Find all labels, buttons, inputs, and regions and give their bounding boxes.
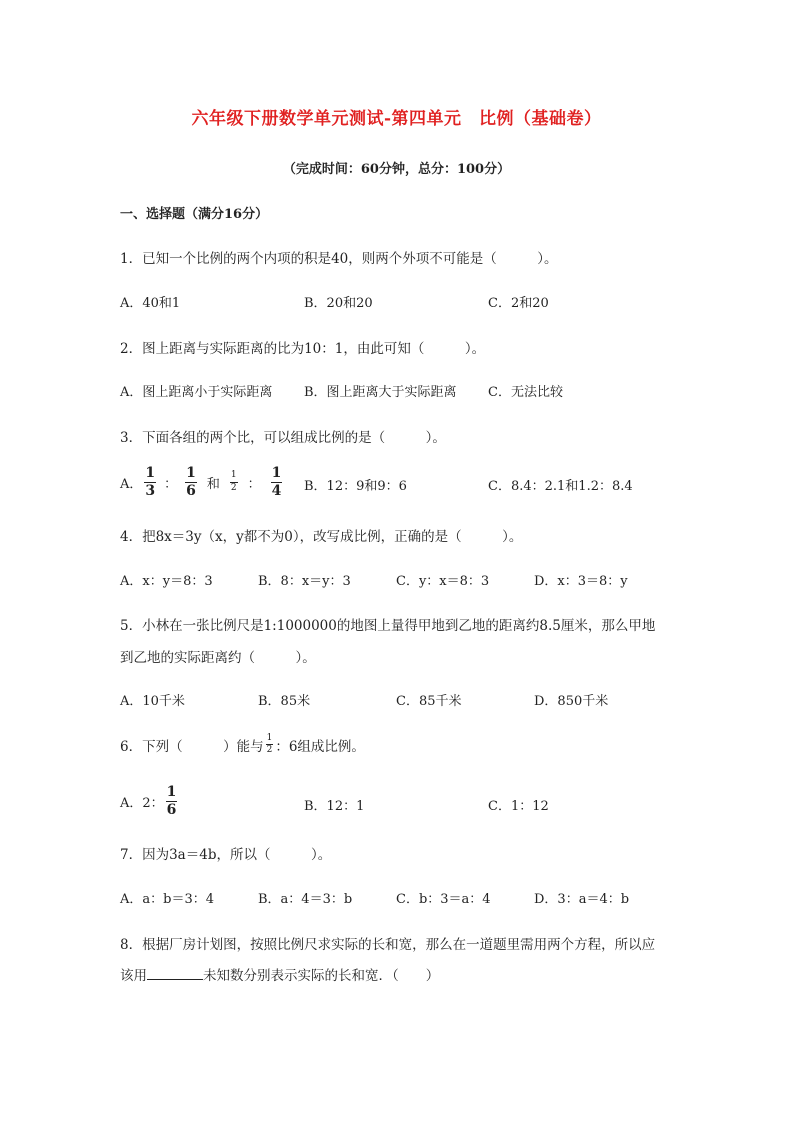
fraction: $\frac{1}{4}$: [271, 465, 282, 499]
question-4: 4．把8x＝3y（x，y都不为0），改写成比例，正确的是（ ）。: [120, 529, 523, 545]
q3-option-a: A． $\frac{1}{3}$ ： $\frac{1}{6}$ 和 $\frac{1}{2}$ ： $\frac{1}{4}$: [120, 465, 282, 499]
question-3: 3．下面各组的两个比，可以组成比例的是（ ）。: [120, 430, 446, 446]
q6-option-b: B．12：1: [304, 799, 365, 814]
fraction: $\frac{1}{2}$: [266, 733, 273, 756]
question-6: 6．下列（ ）能与 $\frac{1}{2}$ ：6组成比例。: [120, 733, 365, 756]
section-heading: 一、选择题（满分16分）: [120, 207, 269, 222]
q2-option-c: C．无法比较: [488, 385, 563, 400]
q7-option-c: C．b：3＝a：4: [396, 892, 491, 907]
q1-option-c: C．2和20: [488, 296, 549, 311]
q5-option-c: C．85千米: [396, 694, 462, 709]
question-8-line-2: 该用 未知数分别表示实际的长和宽．（ ）: [120, 968, 440, 984]
page-title: 六年级下册数学单元测试-第四单元 比例（基础卷）: [191, 109, 602, 129]
fraction: $\frac{1}{2}$: [230, 470, 237, 493]
fraction: $\frac{1}{6}$: [186, 465, 196, 499]
q4-option-b: B．8：x＝y：3: [258, 574, 351, 589]
q5-option-d: D．850千米: [534, 694, 609, 709]
q1-option-a: A．40和1: [120, 296, 181, 311]
q7-option-b: B．a：4＝3：b: [258, 892, 353, 907]
q7-option-d: D．3：a＝4：b: [534, 892, 630, 907]
question-5-line-2: 到乙地的实际距离约（ ）。: [120, 650, 316, 666]
q3-a-prefix: A．: [120, 476, 143, 492]
fraction: $\frac{1}{6}$: [166, 784, 177, 818]
question-2: 2．图上距离与实际距离的比为10：1，由此可知（ ）。: [120, 341, 486, 357]
q6-option-a: A．2： $\frac{1}{6}$: [120, 784, 177, 818]
q2-option-b: B．图上距离大于实际距离: [304, 385, 457, 400]
q7-option-a: A．a：b＝3：4: [120, 892, 215, 907]
q4-option-c: C．y：x＝8：3: [396, 574, 490, 589]
q6-option-c: C．1：12: [488, 799, 549, 814]
q4-option-a: A．x：y＝8：3: [120, 574, 213, 589]
q1-option-b: B．20和20: [304, 296, 373, 311]
q3-option-c: C．8.4：2.1和1.2：8.4: [488, 479, 633, 494]
answer-blank[interactable]: [147, 967, 203, 980]
question-7: 7．因为3a＝4b，所以（ ）。: [120, 847, 332, 863]
q5-option-b: B．85米: [258, 694, 311, 709]
q5-option-a: A．10千米: [120, 694, 185, 709]
exam-info: （完成时间：60分钟，总分：100分）: [282, 162, 511, 177]
q4-option-d: D．x：3＝8：y: [534, 574, 628, 589]
question-8-line-1: 8．根据厂房计划图，按照比例尺求实际的长和宽，那么在一道题里需用两个方程，所以应: [120, 937, 656, 953]
fraction: $\frac{1}{3}$: [145, 465, 156, 499]
question-1: 1．已知一个比例的两个内项的积是40，则两个外项不可能是（ ）。: [120, 251, 558, 267]
q3-option-b: B．12：9和9：6: [304, 479, 407, 494]
q2-option-a: A．图上距离小于实际距离: [120, 385, 273, 400]
question-5-line-1: 5．小林在一张比例尺是1:1000000的地图上量得甲地到乙地的距离约8.5厘米，那么甲地: [120, 618, 656, 634]
